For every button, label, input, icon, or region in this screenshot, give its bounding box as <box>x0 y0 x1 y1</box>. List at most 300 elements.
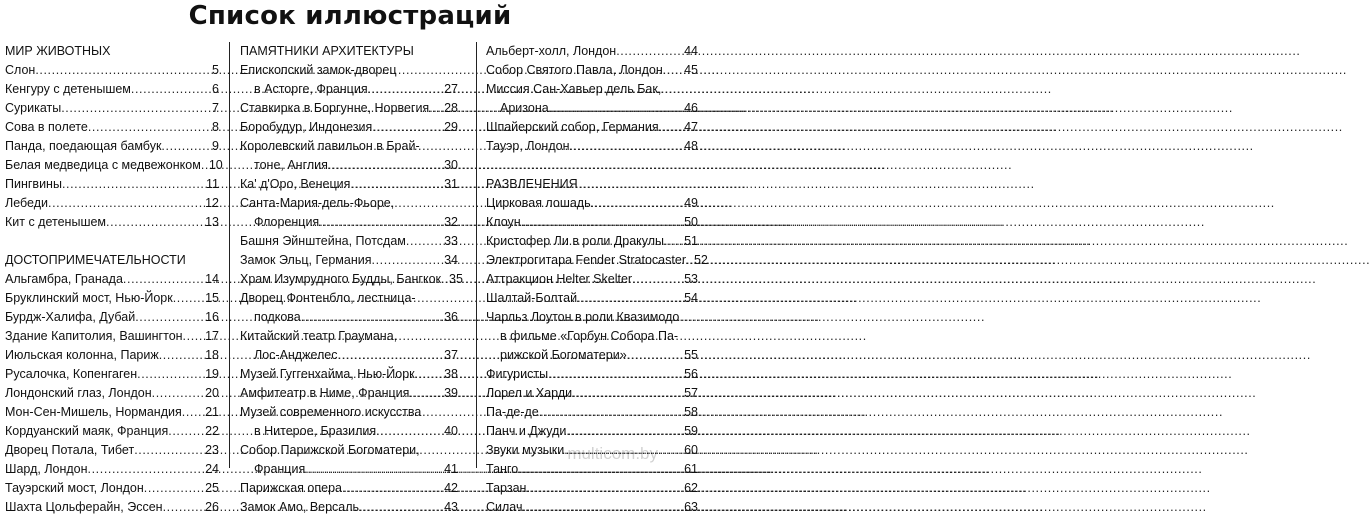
dot-leader <box>627 346 682 365</box>
page-number: 9 <box>212 139 219 153</box>
dot-leader <box>123 270 203 289</box>
toc-entry <box>5 327 219 346</box>
entry-title-line: подкова <box>254 310 301 324</box>
entry-title-line: Ка' д'Оро, Венеция <box>240 177 351 191</box>
toc-entry <box>5 308 219 327</box>
dot-leader <box>663 61 682 80</box>
dot-leader <box>48 194 203 213</box>
entry-row <box>486 403 698 422</box>
entry-row <box>240 175 458 194</box>
page-number: 59 <box>684 424 698 438</box>
dot-leader <box>664 232 682 251</box>
toc-entry <box>486 137 698 156</box>
page-number: 8 <box>212 120 219 134</box>
toc-entry <box>240 61 458 99</box>
page-number: 46 <box>684 101 698 115</box>
toc-entry <box>5 99 219 118</box>
entry-row <box>5 175 219 194</box>
entry-title-line: Аризона <box>500 101 549 115</box>
page-title: Список иллюстраций <box>188 1 512 31</box>
entry-row <box>240 232 458 251</box>
dot-leader <box>62 175 204 194</box>
entry-row <box>486 251 708 270</box>
entry-row <box>240 498 458 517</box>
dot-leader <box>159 346 203 365</box>
entry-row <box>240 213 458 232</box>
section-heading: ПАМЯТНИКИ АРХИТЕКТУРЫ <box>240 44 414 58</box>
entry-title-line: Флоренция <box>254 215 320 229</box>
page-number: 47 <box>684 120 698 134</box>
toc-entry <box>5 365 219 384</box>
entry-title-line: Кристофер Ли в роли Дракулы <box>486 234 665 248</box>
dot-leader <box>548 365 682 384</box>
toc-entry <box>240 175 458 194</box>
entry-row <box>5 403 219 422</box>
toc-entry <box>486 61 698 80</box>
dot-leader <box>368 80 443 99</box>
toc-entry <box>5 441 219 460</box>
page-number: 45 <box>684 63 698 77</box>
dot-leader <box>163 498 204 517</box>
entry-title-line: Замок Амо, Версаль <box>240 500 360 514</box>
entry-title-line: Белая медведица с медвежонком <box>5 158 201 172</box>
page-number: 31 <box>444 177 458 191</box>
toc-entry <box>5 289 219 308</box>
entry-title-line: Звуки музыки <box>486 443 565 457</box>
entry-title-line: Танго <box>486 462 519 476</box>
entry-row <box>240 308 458 327</box>
dot-leader <box>591 194 682 213</box>
entry-row <box>5 270 219 289</box>
page-number: 6 <box>212 82 219 96</box>
page-number: 61 <box>684 462 698 476</box>
entry-title-line: Парижская опера <box>240 481 342 495</box>
entry-title-line: Шпайерский собор, Германия <box>486 120 659 134</box>
entry-title-line: Альберт-холл, Лондон <box>486 44 617 58</box>
dot-leader <box>319 213 442 232</box>
page-number: 18 <box>205 348 219 362</box>
page-number: 48 <box>684 139 698 153</box>
page-number: 33 <box>444 234 458 248</box>
dot-leader <box>61 99 210 118</box>
entry-row <box>240 270 463 289</box>
entry-row <box>240 460 458 479</box>
entry-row <box>5 99 219 118</box>
dot-leader <box>521 213 682 232</box>
entry-title-line: Пингвины <box>5 177 62 191</box>
entry-title-line: Музей Гуггенхайма, Нью-Йорк <box>240 367 415 381</box>
page-number: 55 <box>684 348 698 362</box>
page-number: 15 <box>205 291 219 305</box>
dot-leader <box>539 403 682 422</box>
dot-leader <box>135 308 203 327</box>
page-number: 53 <box>684 272 698 286</box>
entry-title-line: Дворец Потала, Тибет <box>5 443 135 457</box>
dot-leader <box>173 289 203 308</box>
entry-title-line: Замок Эльц, Германия <box>240 253 372 267</box>
entry-title-line: Собор Парижской Богоматери, <box>240 443 420 457</box>
entry-row <box>486 194 698 213</box>
page-number: 13 <box>205 215 219 229</box>
entry-row <box>486 213 698 232</box>
entry-row <box>240 365 458 384</box>
page-number: 51 <box>684 234 698 248</box>
page-number: 35 <box>449 272 463 286</box>
section-heading: МИР ЖИВОТНЫХ <box>5 44 111 58</box>
toc-entry <box>5 137 219 156</box>
toc-entry <box>240 365 458 384</box>
entry-title-line: Тауэрский мост, Лондон <box>5 481 144 495</box>
entry-row <box>486 232 698 251</box>
page-number: 43 <box>444 500 458 514</box>
toc-entry <box>486 232 698 251</box>
page-number: 16 <box>205 310 219 324</box>
page-number: 25 <box>205 481 219 495</box>
entry-title-line: Тауэр, Лондон <box>486 139 570 153</box>
toc-entry <box>240 327 458 365</box>
column-1 <box>5 42 223 514</box>
toc-entry <box>240 270 463 289</box>
entry-row <box>486 346 698 365</box>
toc-entry <box>486 498 698 517</box>
toc-entry <box>5 384 219 403</box>
page-number: 32 <box>444 215 458 229</box>
dot-leader <box>429 99 442 118</box>
entry-title-line: Слон <box>5 63 36 77</box>
toc-entry <box>5 346 219 365</box>
toc-entry <box>5 194 219 213</box>
entry-row <box>5 384 219 403</box>
page-number: 7 <box>212 101 219 115</box>
entry-title-line: Кордуанский маяк, Франция <box>5 424 169 438</box>
entry-title-line: Альгамбра, Гранада <box>5 272 123 286</box>
page-number: 5 <box>212 63 219 77</box>
entry-row <box>240 346 458 365</box>
entry-title-line: Русалочка, Копенгаген <box>5 367 138 381</box>
dot-leader <box>372 118 442 137</box>
page-number: 57 <box>684 386 698 400</box>
page-number: 30 <box>444 158 458 172</box>
toc-entry <box>240 232 458 251</box>
page-number: 27 <box>444 82 458 96</box>
toc-entry <box>486 270 698 289</box>
entry-row <box>240 479 458 498</box>
entry-title-line: Музей современного искусства <box>240 405 422 419</box>
dot-leader <box>301 308 442 327</box>
entry-title-line: Собор Святого Павла, Лондон <box>486 63 663 77</box>
page-number: 54 <box>684 291 698 305</box>
watermark: multicom.by <box>567 444 658 463</box>
entry-title-line: Лорел и Харди <box>486 386 573 400</box>
toc-entry <box>5 61 219 80</box>
section-heading: ДОСТОПРИМЕЧАТЕЛЬНОСТИ <box>5 253 186 267</box>
toc-entry <box>486 80 698 118</box>
entry-row <box>5 156 223 175</box>
page-number: 24 <box>205 462 219 476</box>
entry-row <box>486 99 698 118</box>
toc-entry <box>5 175 219 194</box>
page-number: 40 <box>444 424 458 438</box>
entry-title-line: Шалтай-Болтай <box>486 291 578 305</box>
toc-entry <box>5 422 219 441</box>
entry-row <box>5 460 219 479</box>
section-heading: РАЗВЛЕЧЕНИЯ <box>486 177 578 191</box>
entry-row <box>486 365 698 384</box>
toc-entry <box>240 479 458 498</box>
entry-title-line: Храм Изумрудного Будды, Бангкок <box>240 272 442 286</box>
dot-leader <box>523 498 683 517</box>
page-number: 28 <box>444 101 458 115</box>
entry-title-line: в Асторге, Франция <box>254 82 368 96</box>
dot-leader <box>569 137 682 156</box>
entry-row <box>240 156 458 175</box>
page-number: 17 <box>205 329 219 343</box>
entry-row <box>5 365 219 384</box>
entry-row <box>240 384 458 403</box>
dot-leader <box>328 156 442 175</box>
dot-leader <box>359 498 442 517</box>
entry-title-line: Амфитеатр в Ниме, Франция <box>240 386 410 400</box>
page-number: 19 <box>205 367 219 381</box>
entry-row <box>5 118 219 137</box>
page-number: 60 <box>684 443 698 457</box>
entry-title-line: Ставкирка в Боргунне, Норвегия <box>240 101 430 115</box>
toc-entry <box>5 479 219 498</box>
entry-title-line: Сова в полете <box>5 120 88 134</box>
dot-leader <box>659 118 682 137</box>
page-number: 62 <box>684 481 698 495</box>
page-number: 37 <box>444 348 458 362</box>
section-gap <box>486 156 698 175</box>
dot-leader <box>182 403 203 422</box>
dot-leader <box>161 137 210 156</box>
toc-entry <box>240 498 458 517</box>
entry-title-line: Королевский павильон в Брай- <box>240 139 420 153</box>
entry-title-line: Здание Капитолия, Вашингтон <box>5 329 183 343</box>
toc-entry <box>5 498 219 517</box>
page-number: 23 <box>205 443 219 457</box>
toc-entry <box>240 384 458 403</box>
entry-row <box>5 213 219 232</box>
entry-row <box>240 80 458 99</box>
entry-title-line: Дворец Фонтенбло, лестница- <box>240 291 416 305</box>
entry-row <box>5 441 219 460</box>
dot-leader <box>168 422 203 441</box>
page-number: 63 <box>684 500 698 514</box>
dot-leader <box>415 365 442 384</box>
page-number: 29 <box>444 120 458 134</box>
entry-row <box>5 289 219 308</box>
page-number: 10 <box>208 158 223 172</box>
entry-row <box>240 99 458 118</box>
dot-leader <box>134 441 203 460</box>
entry-row <box>486 61 698 80</box>
page-number: 58 <box>684 405 698 419</box>
toc-entry <box>240 289 458 327</box>
section-gap <box>5 232 219 251</box>
entry-title-line: Электрогитара Fender Stratocaster <box>486 253 686 267</box>
entry-row <box>5 422 219 441</box>
entry-row <box>486 498 698 517</box>
entry-row <box>5 80 219 99</box>
entry-title-line: Бурдж-Халифа, Дубай <box>5 310 136 324</box>
entry-row <box>486 42 698 61</box>
entry-title-line: Аттракцион Helter Skelter <box>486 272 633 286</box>
toc-entry <box>486 118 698 137</box>
entry-title-line: Цирковая лошадь <box>486 196 591 210</box>
page-number: 20 <box>205 386 219 400</box>
entry-title-line: Епископский замок-дворец <box>240 63 397 77</box>
dot-leader <box>616 42 682 61</box>
page-number: 34 <box>444 253 458 267</box>
entry-row <box>486 137 698 156</box>
page-number: 49 <box>684 196 698 210</box>
entry-title-line: Фигуристы <box>486 367 549 381</box>
entry-row <box>240 118 458 137</box>
entry-row <box>240 251 458 270</box>
toc-entry <box>486 42 698 61</box>
entry-title-line: Клоун <box>486 215 521 229</box>
entry-row <box>5 327 219 346</box>
toc-entry <box>486 403 698 422</box>
dot-leader <box>549 99 682 118</box>
page-number: 14 <box>205 272 219 286</box>
page-number: 42 <box>444 481 458 495</box>
entry-row <box>486 384 698 403</box>
entry-title-line: Шард, Лондон <box>5 462 88 476</box>
page-number: 22 <box>205 424 219 438</box>
dot-leader <box>88 118 210 137</box>
entry-title-line: Бруклинский мост, Нью-Йорк <box>5 291 173 305</box>
entry-row <box>486 422 698 441</box>
dot-leader <box>577 289 682 308</box>
entry-row <box>486 118 698 137</box>
page-number: 39 <box>444 386 458 400</box>
toc-entry <box>240 403 458 441</box>
entry-title-line: Кенгуру с детенышем <box>5 82 131 96</box>
toc-entry <box>240 441 458 479</box>
dot-leader <box>376 422 442 441</box>
entry-row <box>486 479 698 498</box>
toc-entry <box>5 80 219 99</box>
entry-title-line: Тарзан <box>486 481 527 495</box>
dot-leader <box>572 384 682 403</box>
entry-title-line: Кит с детенышем <box>5 215 107 229</box>
entry-title-line: Чарльз Лоутон в роли Квазимодо <box>486 310 680 324</box>
toc-entry <box>240 99 458 118</box>
entry-title-line: в фильме «Горбун Собора Па- <box>500 329 679 343</box>
toc-entry <box>486 384 698 403</box>
dot-leader <box>88 460 204 479</box>
toc-entry <box>5 118 219 137</box>
toc-entry <box>5 156 223 175</box>
entry-title-line: Боробудур, Индонезия <box>240 120 373 134</box>
dot-leader <box>342 479 442 498</box>
entry-title-line: тоне, Англия <box>254 158 328 172</box>
entry-title-line: Панч и Джуди <box>486 424 567 438</box>
page-number: 36 <box>444 310 458 324</box>
toc-entry <box>486 308 698 365</box>
entry-row <box>240 422 458 441</box>
column-3 <box>486 42 708 514</box>
page-number: 38 <box>444 367 458 381</box>
entry-title-line: Па-де-де <box>486 405 539 419</box>
column-2 <box>240 42 463 514</box>
dot-leader <box>305 460 442 479</box>
page-number: 52 <box>693 253 708 267</box>
toc-entry <box>486 289 698 308</box>
dot-leader <box>350 175 442 194</box>
toc-entry <box>486 422 698 441</box>
page-number: 11 <box>206 177 219 191</box>
entry-title-line: Лебеди <box>5 196 48 210</box>
page-number: 12 <box>205 196 219 210</box>
entry-title-line: Санта-Мария-дель-Фьоре, <box>240 196 395 210</box>
dot-leader <box>338 346 443 365</box>
page-number: 44 <box>684 44 698 58</box>
entry-title-line: Башня Эйнштейна, Потсдам <box>240 234 406 248</box>
toc-entry <box>5 270 219 289</box>
dot-leader <box>372 251 443 270</box>
page-number: 56 <box>684 367 698 381</box>
page-number: 26 <box>205 500 219 514</box>
entry-title-line: Июльская колонна, Париж <box>5 348 159 362</box>
dot-leader <box>526 479 682 498</box>
dot-leader <box>35 61 210 80</box>
toc-entry <box>240 251 458 270</box>
dot-leader <box>409 384 442 403</box>
dot-leader <box>566 422 682 441</box>
entry-title-line: Китайский театр Граумана, <box>240 329 398 343</box>
toc-entry <box>486 365 698 384</box>
entry-row <box>5 346 219 365</box>
dot-leader <box>152 384 203 403</box>
entry-title-line: Лондонский глаз, Лондон <box>5 386 152 400</box>
entry-title-line: Лос-Анджелес <box>254 348 338 362</box>
toc-entry <box>240 118 458 137</box>
entry-title-line: Шахта Цольферайн, Эссен <box>5 500 163 514</box>
dot-leader <box>183 327 204 346</box>
dot-leader <box>632 270 682 289</box>
entry-row <box>5 61 219 80</box>
toc-entry <box>486 194 698 213</box>
entry-row <box>486 289 698 308</box>
toc-entry <box>5 213 219 232</box>
entry-row <box>5 498 219 517</box>
entry-title-line: Мон-Сен-Мишель, Нормандия <box>5 405 182 419</box>
dot-leader <box>144 479 203 498</box>
entry-row <box>5 479 219 498</box>
toc-entry <box>240 137 458 175</box>
entry-title-line: Панда, поедающая бамбук <box>5 139 162 153</box>
dot-leader <box>106 213 203 232</box>
toc-entry <box>240 194 458 232</box>
page-number: 50 <box>684 215 698 229</box>
entry-title-line: Сурикаты <box>5 101 62 115</box>
entry-row <box>486 270 698 289</box>
entry-row <box>5 194 219 213</box>
dot-leader <box>131 80 210 99</box>
entry-title-line: Силач <box>486 500 523 514</box>
toc-entry <box>5 460 219 479</box>
page-number: 41 <box>444 462 458 476</box>
entry-row <box>5 137 219 156</box>
entry-row <box>5 308 219 327</box>
toc-entry <box>486 213 698 232</box>
entry-title-line: Франция <box>254 462 306 476</box>
toc-entry <box>5 403 219 422</box>
toc-entry <box>486 479 698 498</box>
